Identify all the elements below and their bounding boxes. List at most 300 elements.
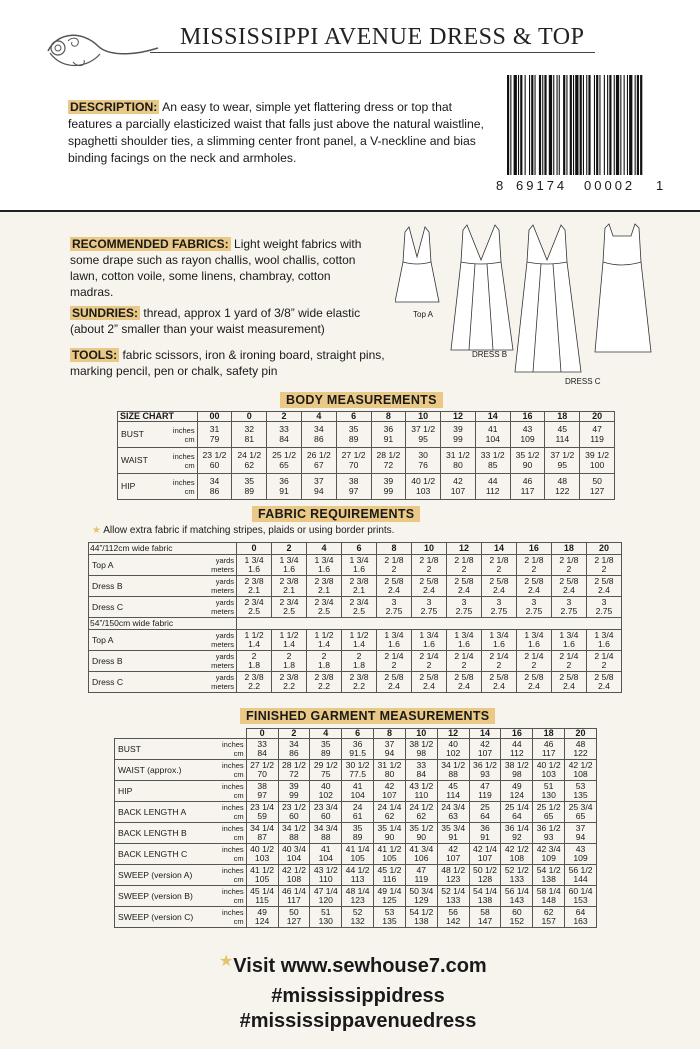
barcode-bar [596, 75, 598, 175]
body-measurements-table [117, 411, 615, 500]
value-cell: 53 135 [374, 907, 406, 928]
value-cell: 41 1/4 105 [342, 844, 374, 865]
size-header: 10 [406, 412, 441, 422]
value-cell: 1 1/2 1.4 [307, 630, 342, 651]
size-header: 8 [374, 729, 406, 739]
value-cell: 60 1/4 153 [565, 886, 597, 907]
value-cell: 52 1/2 133 [501, 865, 533, 886]
value-cell: 52 132 [342, 907, 374, 928]
value-cell: 34 86 [301, 422, 336, 448]
barcode-bar [583, 75, 584, 175]
value-cell: 46 1/4 117 [278, 886, 310, 907]
value-cell: 56 142 [437, 907, 469, 928]
value-cell: 34 86 [278, 739, 310, 760]
value-cell: 2 3/4 2.5 [342, 597, 377, 618]
value-cell: 49 124 [501, 781, 533, 802]
value-cell: 1 3/4 1.6 [411, 630, 446, 651]
value-cell: 35 89 [342, 823, 374, 844]
value-cell: 38 97 [246, 781, 278, 802]
value-cell: 54 1/2 138 [405, 907, 437, 928]
garment-illustrations [395, 222, 655, 392]
unit-label: yards meters [174, 597, 237, 618]
value-cell: 2 1/4 2 [516, 651, 551, 672]
value-cell: 51 130 [533, 781, 565, 802]
value-cell: 44 112 [475, 474, 510, 500]
value-cell: 23 3/4 60 [310, 802, 342, 823]
value-cell: 54 1/4 138 [469, 886, 501, 907]
barcode-bar [624, 75, 625, 175]
value-cell: 2 5/8 2.4 [551, 576, 586, 597]
value-cell: 2 3/8 2.1 [237, 576, 272, 597]
value-cell: 35 89 [232, 474, 267, 500]
value-cell: 54 1/2 138 [533, 865, 565, 886]
value-cell: 37 94 [565, 823, 597, 844]
row-label: Dress C [89, 597, 174, 618]
barcode-bar [563, 75, 565, 175]
value-cell: 1 3/4 1.6 [342, 555, 377, 576]
barcode-bar [616, 75, 619, 175]
table-row [115, 886, 597, 907]
barcode-bar [629, 75, 632, 175]
barcode-bar [549, 75, 552, 175]
value-cell: 40 3/4 104 [278, 844, 310, 865]
row-label: BUST [118, 422, 162, 448]
value-cell: 41 1/2 105 [246, 865, 278, 886]
value-cell: 64 163 [565, 907, 597, 928]
group-filler [237, 618, 622, 630]
barcode-bar [607, 75, 608, 175]
unit-label: inches cm [215, 844, 246, 865]
top-a-label: Top A [413, 310, 434, 319]
value-cell: 42 107 [469, 739, 501, 760]
value-cell: 42 1/2 108 [565, 760, 597, 781]
unit-label: inches cm [215, 823, 246, 844]
barcode-digit-1: 8 [496, 178, 504, 193]
table-row [115, 781, 597, 802]
size-header: 20 [580, 412, 615, 422]
value-cell: 43 109 [565, 844, 597, 865]
value-cell: 43 109 [510, 422, 545, 448]
star-icon: ★ [219, 953, 234, 970]
value-cell: 35 1/2 90 [510, 448, 545, 474]
row-label: Dress B [89, 576, 174, 597]
fabric-note-text: Allow extra fabric if matching stripes, plaids or using border prints. [103, 525, 395, 536]
header-card [0, 0, 700, 212]
value-cell: 2 1/4 2 [411, 651, 446, 672]
barcode-bar [614, 75, 615, 175]
value-cell: 40 102 [437, 739, 469, 760]
value-cell: 32 81 [232, 422, 267, 448]
description-label: DESCRIPTION: [70, 100, 158, 114]
value-cell: 39 1/2 100 [580, 448, 615, 474]
value-cell: 39 99 [441, 422, 476, 448]
value-cell: 25 3/4 65 [565, 802, 597, 823]
value-cell: 37 1/2 95 [406, 422, 441, 448]
barcode-bar [609, 75, 611, 175]
size-header: 20 [586, 543, 621, 555]
value-cell: 2 3/8 2.1 [342, 576, 377, 597]
value-cell: 1 3/4 1.6 [237, 555, 272, 576]
value-cell: 40 102 [310, 781, 342, 802]
size-header: 14 [475, 412, 510, 422]
size-header: 0 [232, 412, 267, 422]
hashtag-1: #mississippidress [271, 985, 445, 1007]
value-cell: 3 2.75 [516, 597, 551, 618]
tools-text: fabric scissors, iron & ironing board, straight pins, marking pencil, pen or chalk, safety pin [70, 348, 385, 378]
hashtag-2: #mississippavenuedress [239, 1010, 477, 1032]
value-cell: 42 107 [374, 781, 406, 802]
sundries-text: thread, approx 1 yard of 3/8” wide elastic (about 2” smaller than your waist measurement) [70, 306, 361, 336]
sundries-label: SUNDRIES: [72, 306, 139, 320]
value-cell: 35 3/4 91 [437, 823, 469, 844]
header-row [115, 729, 597, 739]
value-cell: 3 2.75 [446, 597, 481, 618]
value-cell: 30 1/2 77.5 [342, 760, 374, 781]
value-cell: 2 5/8 2.4 [411, 576, 446, 597]
value-cell: 3 2.75 [377, 597, 412, 618]
value-cell: 1 1/2 1.4 [237, 630, 272, 651]
barcode-bar [520, 75, 522, 175]
table-row [115, 739, 597, 760]
row-label: SWEEP (version A) [115, 865, 216, 886]
fabric-requirements-heading: FABRIC REQUIREMENTS [252, 506, 420, 522]
row-label: SWEEP (version C) [115, 907, 216, 928]
barcode-digit-3: 00002 [584, 178, 636, 193]
value-cell: 34 1/2 88 [278, 823, 310, 844]
barcode-bar [566, 75, 567, 175]
value-cell: 34 1/2 88 [437, 760, 469, 781]
value-cell: 44 1/2 113 [342, 865, 374, 886]
value-cell: 56 1/4 143 [501, 886, 533, 907]
value-cell: 2 5/8 2.4 [586, 672, 621, 693]
value-cell: 35 89 [336, 422, 371, 448]
value-cell: 30 76 [406, 448, 441, 474]
size-header: 18 [533, 729, 565, 739]
barcode-bar [635, 75, 636, 175]
unit-label: inches cm [215, 760, 246, 781]
table-row [89, 672, 622, 693]
value-cell: 29 1/2 75 [310, 760, 342, 781]
value-cell: 42 107 [441, 474, 476, 500]
sundries [70, 305, 380, 337]
size-header: 12 [437, 729, 469, 739]
barcode-bar [573, 75, 574, 175]
barcode-bar [507, 75, 509, 175]
value-cell: 36 91.5 [342, 739, 374, 760]
value-cell: 2 1.8 [237, 651, 272, 672]
size-header: 8 [371, 412, 406, 422]
value-cell: 2 3/4 2.5 [237, 597, 272, 618]
size-header: 00 [197, 412, 232, 422]
value-cell: 2 3/8 2.1 [272, 576, 307, 597]
value-cell: 2 1/8 2 [446, 555, 481, 576]
barcode-bar [518, 75, 519, 175]
barcode-bar [535, 75, 536, 175]
value-cell: 25 64 [469, 802, 501, 823]
unit-label: inches cm [215, 907, 246, 928]
unit-label: inches cm [215, 739, 246, 760]
value-cell: 45 1/2 116 [374, 865, 406, 886]
row-label: BUST [115, 739, 216, 760]
table-row [89, 651, 622, 672]
table-row [89, 630, 622, 651]
header-blank [115, 729, 247, 739]
value-cell: 28 1/2 72 [371, 448, 406, 474]
value-cell: 2 5/8 2.4 [516, 576, 551, 597]
recommended-fabrics [70, 236, 370, 300]
value-cell: 2 1/4 2 [586, 651, 621, 672]
value-cell: 50 127 [278, 907, 310, 928]
value-cell: 36 1/4 92 [501, 823, 533, 844]
value-cell: 1 3/4 1.6 [377, 630, 412, 651]
size-header: 14 [469, 729, 501, 739]
group-row [89, 618, 622, 630]
size-header: 12 [441, 412, 476, 422]
size-header: 10 [405, 729, 437, 739]
value-cell: 2 5/8 2.4 [551, 672, 586, 693]
fabrics-label: RECOMMENDED FABRICS: [72, 237, 229, 251]
value-cell: 35 89 [310, 739, 342, 760]
value-cell: 1 3/4 1.6 [272, 555, 307, 576]
value-cell: 24 1/2 62 [232, 448, 267, 474]
value-cell: 47 119 [580, 422, 615, 448]
value-cell: 2 3/8 2.2 [307, 672, 342, 693]
value-cell: 2 3/8 2.2 [272, 672, 307, 693]
size-header: 4 [301, 412, 336, 422]
value-cell: 47 119 [405, 865, 437, 886]
table-row [115, 823, 597, 844]
table-row [115, 865, 597, 886]
table-row [115, 760, 597, 781]
top-a-sketch [395, 227, 439, 302]
row-label: WAIST [118, 448, 162, 474]
value-cell: 2 5/8 2.4 [377, 576, 412, 597]
value-cell: 23 1/4 59 [246, 802, 278, 823]
value-cell: 1 3/4 1.6 [551, 630, 586, 651]
value-cell: 45 114 [437, 781, 469, 802]
value-cell: 36 91 [469, 823, 501, 844]
size-header: 2 [278, 729, 310, 739]
value-cell: 47 1/4 120 [310, 886, 342, 907]
unit-label: yards meters [174, 630, 237, 651]
unit-label: inches cm [215, 886, 246, 907]
barcode-bar [553, 75, 554, 175]
value-cell: 2 1/8 2 [411, 555, 446, 576]
page-title: MISSISSIPPI AVENUE DRESS & TOP [180, 24, 585, 50]
value-cell: 2 1.8 [307, 651, 342, 672]
row-label: HIP [115, 781, 216, 802]
value-cell: 49 1/4 125 [374, 886, 406, 907]
barcode-digits [496, 178, 696, 193]
garment-sketches [395, 222, 655, 387]
value-cell: 38 97 [336, 474, 371, 500]
finished-measurements-table [114, 728, 597, 928]
value-cell: 62 157 [533, 907, 565, 928]
size-header: 8 [377, 543, 412, 555]
value-cell: 46 117 [533, 739, 565, 760]
visit-website: Visit www.sewhouse7.com [233, 955, 487, 977]
size-header: 6 [342, 729, 374, 739]
value-cell: 23 1/2 60 [278, 802, 310, 823]
value-cell: 2 5/8 2.4 [516, 672, 551, 693]
table-row [115, 907, 597, 928]
value-cell: 2 3/4 2.5 [307, 597, 342, 618]
group-row [89, 543, 622, 555]
size-header: 2 [267, 412, 302, 422]
barcode [505, 75, 695, 175]
barcode-bar [604, 75, 605, 175]
value-cell: 56 1/2 144 [565, 865, 597, 886]
value-cell: 35 1/2 90 [405, 823, 437, 844]
value-cell: 1 1/2 1.4 [342, 630, 377, 651]
value-cell: 1 3/4 1.6 [516, 630, 551, 651]
value-cell: 2 1/8 2 [516, 555, 551, 576]
value-cell: 50 1/2 128 [469, 865, 501, 886]
value-cell: 2 1/4 2 [377, 651, 412, 672]
value-cell: 42 3/4 109 [533, 844, 565, 865]
value-cell: 48 1/2 123 [437, 865, 469, 886]
value-cell: 3 2.75 [481, 597, 516, 618]
value-cell: 42 1/2 108 [278, 865, 310, 886]
value-cell: 2 1/8 2 [551, 555, 586, 576]
barcode-bar [514, 75, 517, 175]
value-cell: 26 1/2 67 [301, 448, 336, 474]
value-cell: 48 122 [565, 739, 597, 760]
table-row [89, 576, 622, 597]
value-cell: 28 1/2 72 [278, 760, 310, 781]
table-row [115, 844, 597, 865]
value-cell: 60 152 [501, 907, 533, 928]
barcode-bar [599, 75, 600, 175]
value-cell: 58 1/4 148 [533, 886, 565, 907]
header-row [118, 412, 615, 422]
unit-label: inches cm [162, 422, 197, 448]
size-header: 12 [446, 543, 481, 555]
value-cell: 42 1/2 108 [501, 844, 533, 865]
tools-label: TOOLS: [72, 348, 118, 362]
unit-label: inches cm [215, 781, 246, 802]
value-cell: 40 1/2 103 [533, 760, 565, 781]
value-cell: 36 91 [371, 422, 406, 448]
value-cell: 24 61 [342, 802, 374, 823]
unit-label: inches cm [215, 865, 246, 886]
value-cell: 45 114 [545, 422, 580, 448]
value-cell: 34 3/4 88 [310, 823, 342, 844]
value-cell: 41 104 [310, 844, 342, 865]
barcode-bar [637, 75, 639, 175]
value-cell: 3 2.75 [551, 597, 586, 618]
barcode-bar [580, 75, 582, 175]
value-cell: 35 1/4 90 [374, 823, 406, 844]
size-header: 2 [272, 543, 307, 555]
table-row [118, 422, 615, 448]
value-cell: 1 3/4 1.6 [481, 630, 516, 651]
value-cell: 48 1/4 123 [342, 886, 374, 907]
size-header: 20 [565, 729, 597, 739]
group-label: 54”/150cm wide fabric [89, 618, 237, 630]
value-cell: 2 5/8 2.4 [411, 672, 446, 693]
value-cell: 41 1/2 105 [374, 844, 406, 865]
barcode-bar [510, 75, 511, 175]
value-cell: 27 1/2 70 [336, 448, 371, 474]
table-row [115, 802, 597, 823]
barcode-bar [542, 75, 543, 175]
size-header: 6 [336, 412, 371, 422]
value-cell: 2 1/4 2 [446, 651, 481, 672]
finished-measurements-heading: FINISHED GARMENT MEASUREMENTS [240, 708, 495, 724]
table-row [118, 448, 615, 474]
fabric-note [92, 525, 394, 536]
value-cell: 43 1/2 110 [405, 781, 437, 802]
group-label: 44”/112cm wide fabric [89, 543, 237, 555]
size-header: 14 [481, 543, 516, 555]
value-cell: 40 1/2 103 [406, 474, 441, 500]
value-cell: 43 1/2 110 [310, 865, 342, 886]
barcode-bar [586, 75, 587, 175]
star-icon: ★ [92, 525, 101, 536]
value-cell: 39 99 [371, 474, 406, 500]
tools [70, 347, 390, 379]
value-cell: 34 86 [197, 474, 232, 500]
dress-b-label: DRESS B [472, 350, 508, 359]
unit-label: yards meters [174, 672, 237, 693]
row-label: BACK LENGTH B [115, 823, 216, 844]
size-header: 16 [516, 543, 551, 555]
value-cell: 1 1/2 1.4 [272, 630, 307, 651]
barcode-bar [620, 75, 621, 175]
unit-label: yards meters [174, 555, 237, 576]
value-cell: 50 127 [580, 474, 615, 500]
fabrics-text: Light weight fabrics with some drape such as rayon challis, wool challis, cotton lawn, cotton voile, some linens, chambray, cotton madras. [70, 237, 362, 299]
barcode-bar [594, 75, 595, 175]
value-cell: 24 3/4 63 [437, 802, 469, 823]
value-cell: 27 1/2 70 [246, 760, 278, 781]
value-cell: 2 5/8 2.4 [481, 576, 516, 597]
value-cell: 2 1/4 2 [551, 651, 586, 672]
row-label: Dress C [89, 672, 174, 693]
table-row [89, 555, 622, 576]
barcode-bar [627, 75, 628, 175]
barcode-bar [575, 75, 578, 175]
size-header: 6 [342, 543, 377, 555]
value-cell: 31 1/2 80 [441, 448, 476, 474]
size-header: 16 [501, 729, 533, 739]
value-cell: 51 130 [310, 907, 342, 928]
dress-b-sketch [451, 225, 513, 350]
value-cell: 36 91 [267, 474, 302, 500]
value-cell: 34 1/4 87 [246, 823, 278, 844]
value-cell: 23 1/2 60 [197, 448, 232, 474]
value-cell: 2 1/4 2 [481, 651, 516, 672]
value-cell: 2 5/8 2.4 [446, 672, 481, 693]
value-cell: 46 117 [510, 474, 545, 500]
barcode-digit-4: 1 [656, 178, 664, 193]
value-cell: 41 104 [475, 422, 510, 448]
value-cell: 2 1/8 2 [377, 555, 412, 576]
unit-label: yards meters [174, 651, 237, 672]
value-cell: 1 3/4 1.6 [307, 555, 342, 576]
value-cell: 36 1/2 93 [533, 823, 565, 844]
row-label: HIP [118, 474, 162, 500]
value-cell: 2 5/8 2.4 [481, 672, 516, 693]
value-cell: 39 99 [278, 781, 310, 802]
barcode-bar [557, 75, 558, 175]
value-cell: 2 3/8 2.2 [342, 672, 377, 693]
value-cell: 2 5/8 2.4 [586, 576, 621, 597]
fabric-requirements-table [88, 542, 622, 693]
dress-c-sketch [515, 225, 581, 372]
value-cell: 24 1/4 62 [374, 802, 406, 823]
